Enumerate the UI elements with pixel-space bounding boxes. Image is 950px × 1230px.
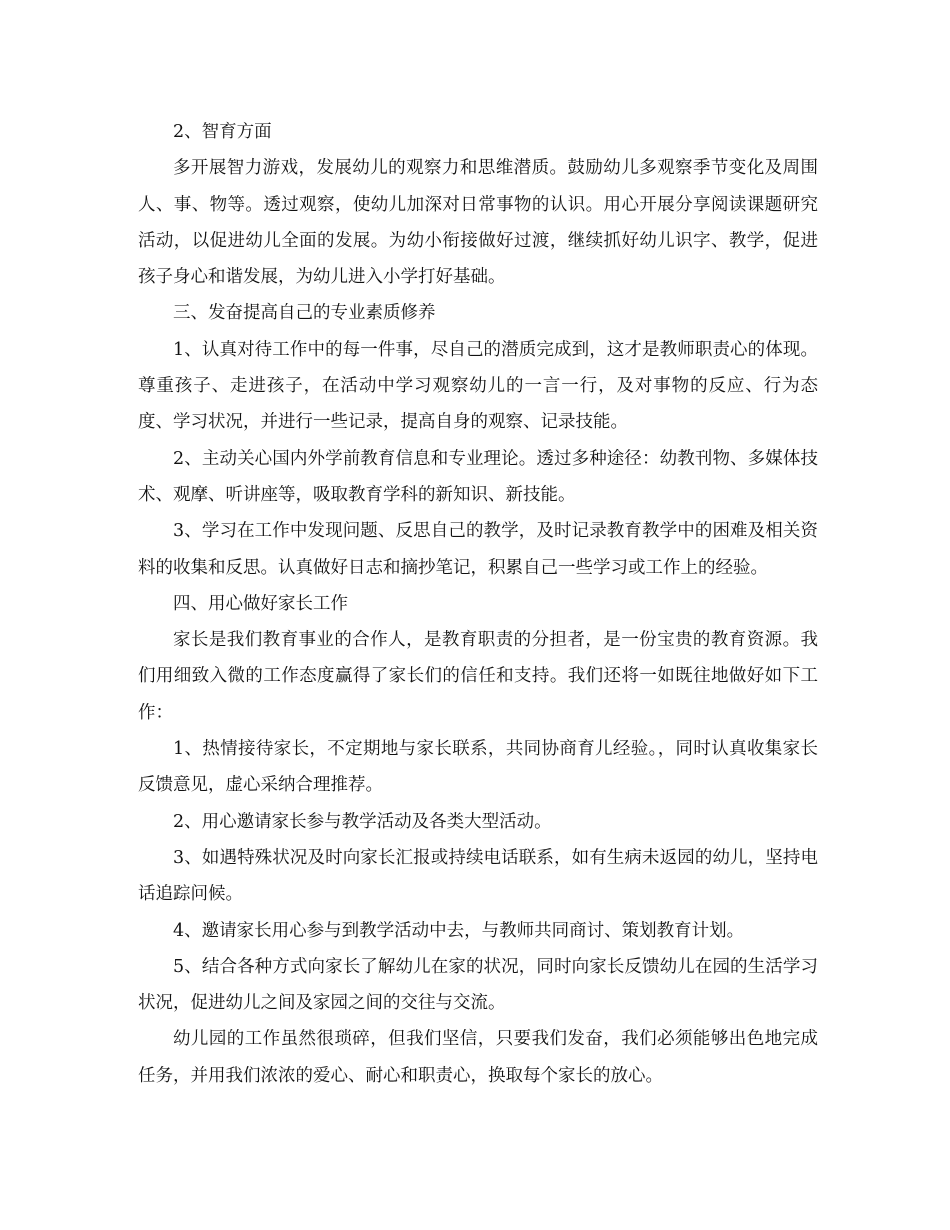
paragraph-conclusion: 幼儿园的工作虽然很琐碎，但我们坚信，只要我们发奋，我们必须能够出色地完成任务，并用我们浓浓的爱心、耐心和职责心，换取每个家长的放心。: [138, 1029, 818, 1086]
paragraph-professional-item-1: 1、认真对待工作中的每一件事，尽自己的潜质完成到，这才是教师职责心的体现。尊重孩子、走进孩子，在活动中学习观察幼儿的一言一行，及对事物的反应、行为态度、学习状况，并进行一些记录，提高自身的观察、记录技能。: [138, 339, 818, 433]
heading-parent-work: 四、用心做好家长工作: [173, 593, 348, 614]
paragraph-parent-item-3: 3、如遇特殊状况及时向家长汇报或持续电话联系，如有生病未返园的幼儿，坚持电话追踪问候。: [138, 847, 818, 905]
paragraph-parent-item-1: 1、热情接待家长，不定期地与家长联系，共同协商育儿经验。，同时认真收集家长反馈意见，虚心采纳合理推荐。: [138, 739, 818, 796]
paragraph-professional-item-3: 3、学习在工作中发现问题、反思自己的教学，及时记录教育教学中的困难及相关资料的收集和反思。认真做好日志和摘抄笔记，积累自己一些学习或工作上的经验。: [138, 521, 818, 578]
document-page: [138, 114, 818, 1094]
paragraph-professional-item-2: 2、主动关心国内外学前教育信息和专业理论。透过多种途径：幼教刊物、多媒体技术、观摩、听讲座等，吸取教育学科的新知识、新技能。: [138, 448, 818, 505]
paragraph-intellectual-games: 多开展智力游戏，发展幼儿的观察力和思维潜质。鼓励幼儿多观察季节变化及周围人、事、物等。透过观察，使幼儿加深对日常事物的认识。用心开展分享阅读课题研究活动，以促进幼儿全面的发展。为幼小衔接做好过渡，继续抓好幼儿识字、教学，促进孩子身心和谐发展，为幼儿进入小学打好基础。: [138, 158, 818, 288]
heading-intellectual-education: 2、智育方面: [173, 122, 272, 142]
paragraph-parent-intro: 家长是我们教育事业的合作人，是教育职责的分担者，是一份宝贵的教育资源。我们用细致入微的工作态度赢得了家长们的信任和支持。我们还将一如既往地做好如下工作：: [138, 630, 818, 723]
paragraph-parent-item-5: 5、结合各种方式向家长了解幼儿在家的状况，同时向家长反馈幼儿在园的生活学习状况，促进幼儿之间及家园之间的交往与交流。: [138, 956, 818, 1014]
heading-professional-quality: 三、发奋提高自己的专业素质修养: [173, 303, 436, 324]
paragraph-parent-item-4: 4、邀请家长用心参与到教学活动中去，与教师共同商讨、策划教育计划。: [173, 920, 745, 941]
paragraph-parent-item-2: 2、用心邀请家长参与教学活动及各类大型活动。: [173, 811, 552, 832]
